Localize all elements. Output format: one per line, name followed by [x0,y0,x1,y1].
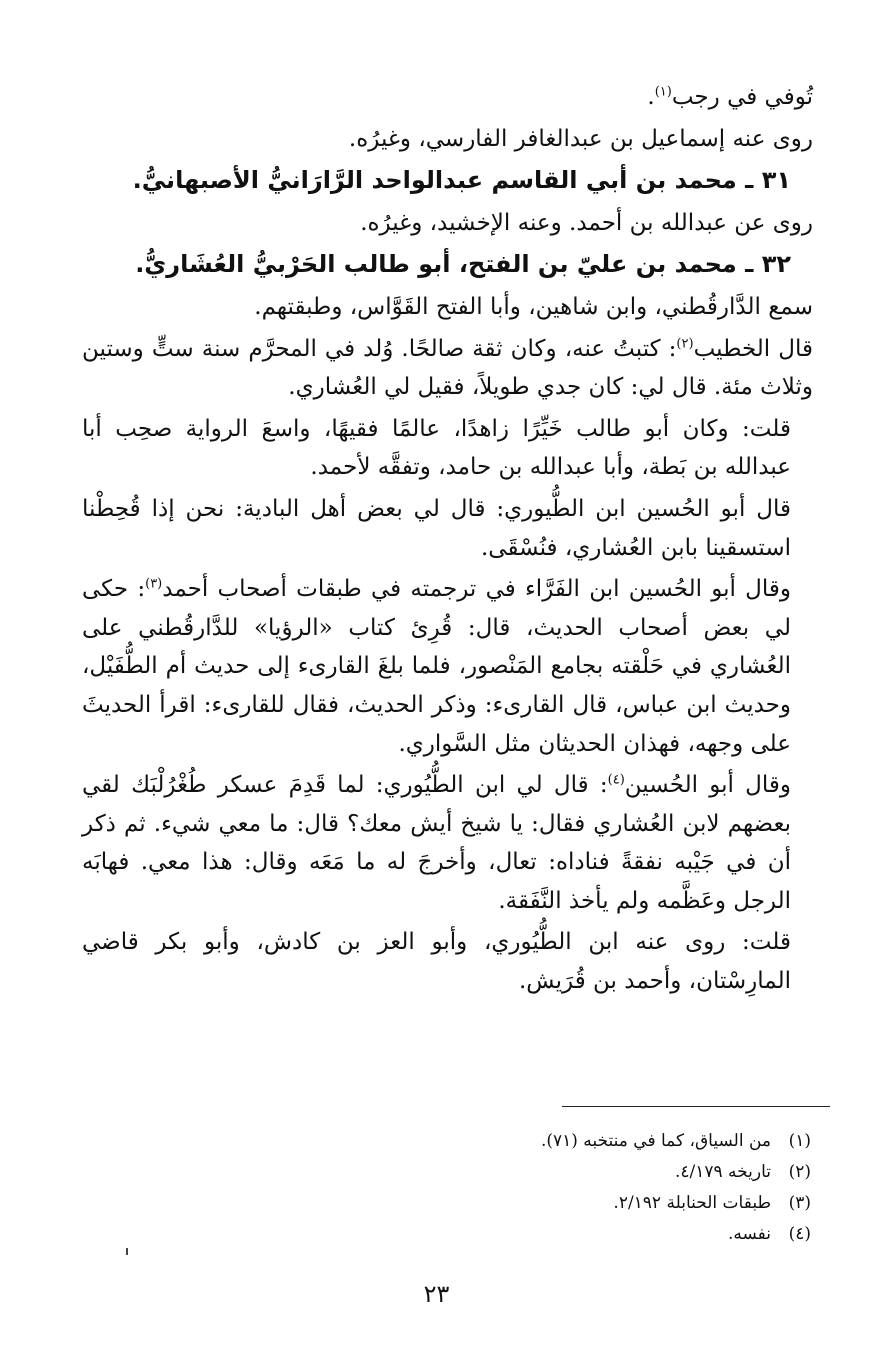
paragraph-tail: . [647,84,655,110]
paragraph: سمع الدَّارقُطني، وابن شاهين، وأبا الفتح القَوَّاس، وطبقتهم. [254,293,813,320]
paragraph [82,766,813,920]
paragraph-text: : كتبتُ عنه، وكان ثقة صالحًا. وُلد في المحرَّم سنة ستٍّ وستين وثلاث مئة. قال لي: كان جدي طويلاً، فقيل لي العُشاري. [82,335,813,401]
paragraph-text: وقال أبو الحُسين [624,772,791,799]
footnote-number: (١) [788,1131,811,1151]
footnote-item [311,1126,811,1157]
footnote-number: (٣) [788,1193,811,1213]
paragraph-text: قال الخطيب [693,335,813,362]
footnote-text: من السياق، كما في منتخبه (٧١). [540,1131,771,1151]
entry-heading: ٣١ ـ محمد بن أبي القاسم عبدالواحد الرَّارَانيُّ الأصبهانيُّ. [132,166,791,195]
footnote-ref: (٢) [676,335,694,351]
page-number: ٢٣ [423,1280,450,1308]
footnote-ref: (١) [654,84,672,100]
footnotes [311,1126,811,1250]
paragraph-text: وقال أبو الحُسين ابن الفَرَّاء في ترجمته في طبقات أصحاب أحمد [162,576,791,603]
paragraph-continuation [82,78,813,117]
main-text [82,78,813,1004]
footnote-separator [562,1106,830,1107]
paragraph: قال أبو الحُسين ابن الطُّيوري: قال لي بعض أهل البادية: نحن إذا قُحِطْنا استسقينا بابن العُشاري، فنُسْقَى. [82,495,791,561]
footnote-text: نفسه. [727,1224,771,1244]
scan-speck [126,1248,128,1255]
paragraph: روى عن عبدالله بن أحمد. وعنه الإخشيد، وغيرُه. [360,209,813,236]
footnote-ref: (٣) [145,576,163,592]
entry-heading: ٣٢ ـ محمد بن عليّ بن الفتح، أبو طالب الحَرْبيُّ العُشَاريُّ. [135,250,791,279]
footnote-ref: (٤) [607,772,625,788]
footnote-item [311,1157,811,1188]
paragraph: قلت: وكان أبو طالب خَيِّرًا زاهدًا، عالمًا فقيهًا، واسعَ الرواية صحِب أبا عبدالله بن بَطة، وأبا عبدالله بن حامد، وتفقَّه لأحمد. [82,415,791,481]
footnote-item [311,1219,811,1250]
footnote-text: طبقات الحنابلة ٢/١٩٢. [613,1193,771,1213]
footnote-number: (٤) [788,1224,811,1244]
footnote-item [311,1188,811,1219]
paragraph: روى عنه إسماعيل بن عبدالغافر الفارسي، وغيرُه. [348,125,813,152]
footnote-text: تاريخه ٤/١٧٩. [674,1162,771,1182]
paragraph-text: تُوفي في رجب [671,84,813,110]
paragraph [82,330,813,407]
paragraph-text: : قال لي ابن الطُّيُوري: لما قَدِمَ عسكر طُغْرُلْبَك لقي بعضهم لابن العُشاري فقال: يا شيخ أيش معك؟ قال: ما معي شيء. ثم ذكر أن في جَيْبه نفقةً فناداه: تعال، وأخرجَ له ما مَعَه وقال: هذا معي. فهابَه الرجل وعَظَّمه ولم يأخذ النَّفَقة. [82,772,791,914]
footnote-number: (٢) [788,1162,811,1182]
paragraph: قلت: روى عنه ابن الطُّيُوري، وأبو العز بن كادش، وأبو بكر قاضي المارِسْتان، وأحمد بن قُرَيش. [82,929,791,995]
paragraph-text: : حكى لي بعض أصحاب الحديث، قال: قُرِئ كتاب «الرؤيا» للدَّارقُطني على العُشاري في حَلْقته بجامع المَنْصور، فلما بلغَ القارىء إلى حديث أم الطُّفَيْل، وحديث ابن عباس، قال القارىء: وذكر الحديث، فقال للقارىء: اقرأ الحديثَ على وجهه، فهذان الحديثان مثل السَّواري. [82,576,791,757]
paragraph [82,570,813,763]
